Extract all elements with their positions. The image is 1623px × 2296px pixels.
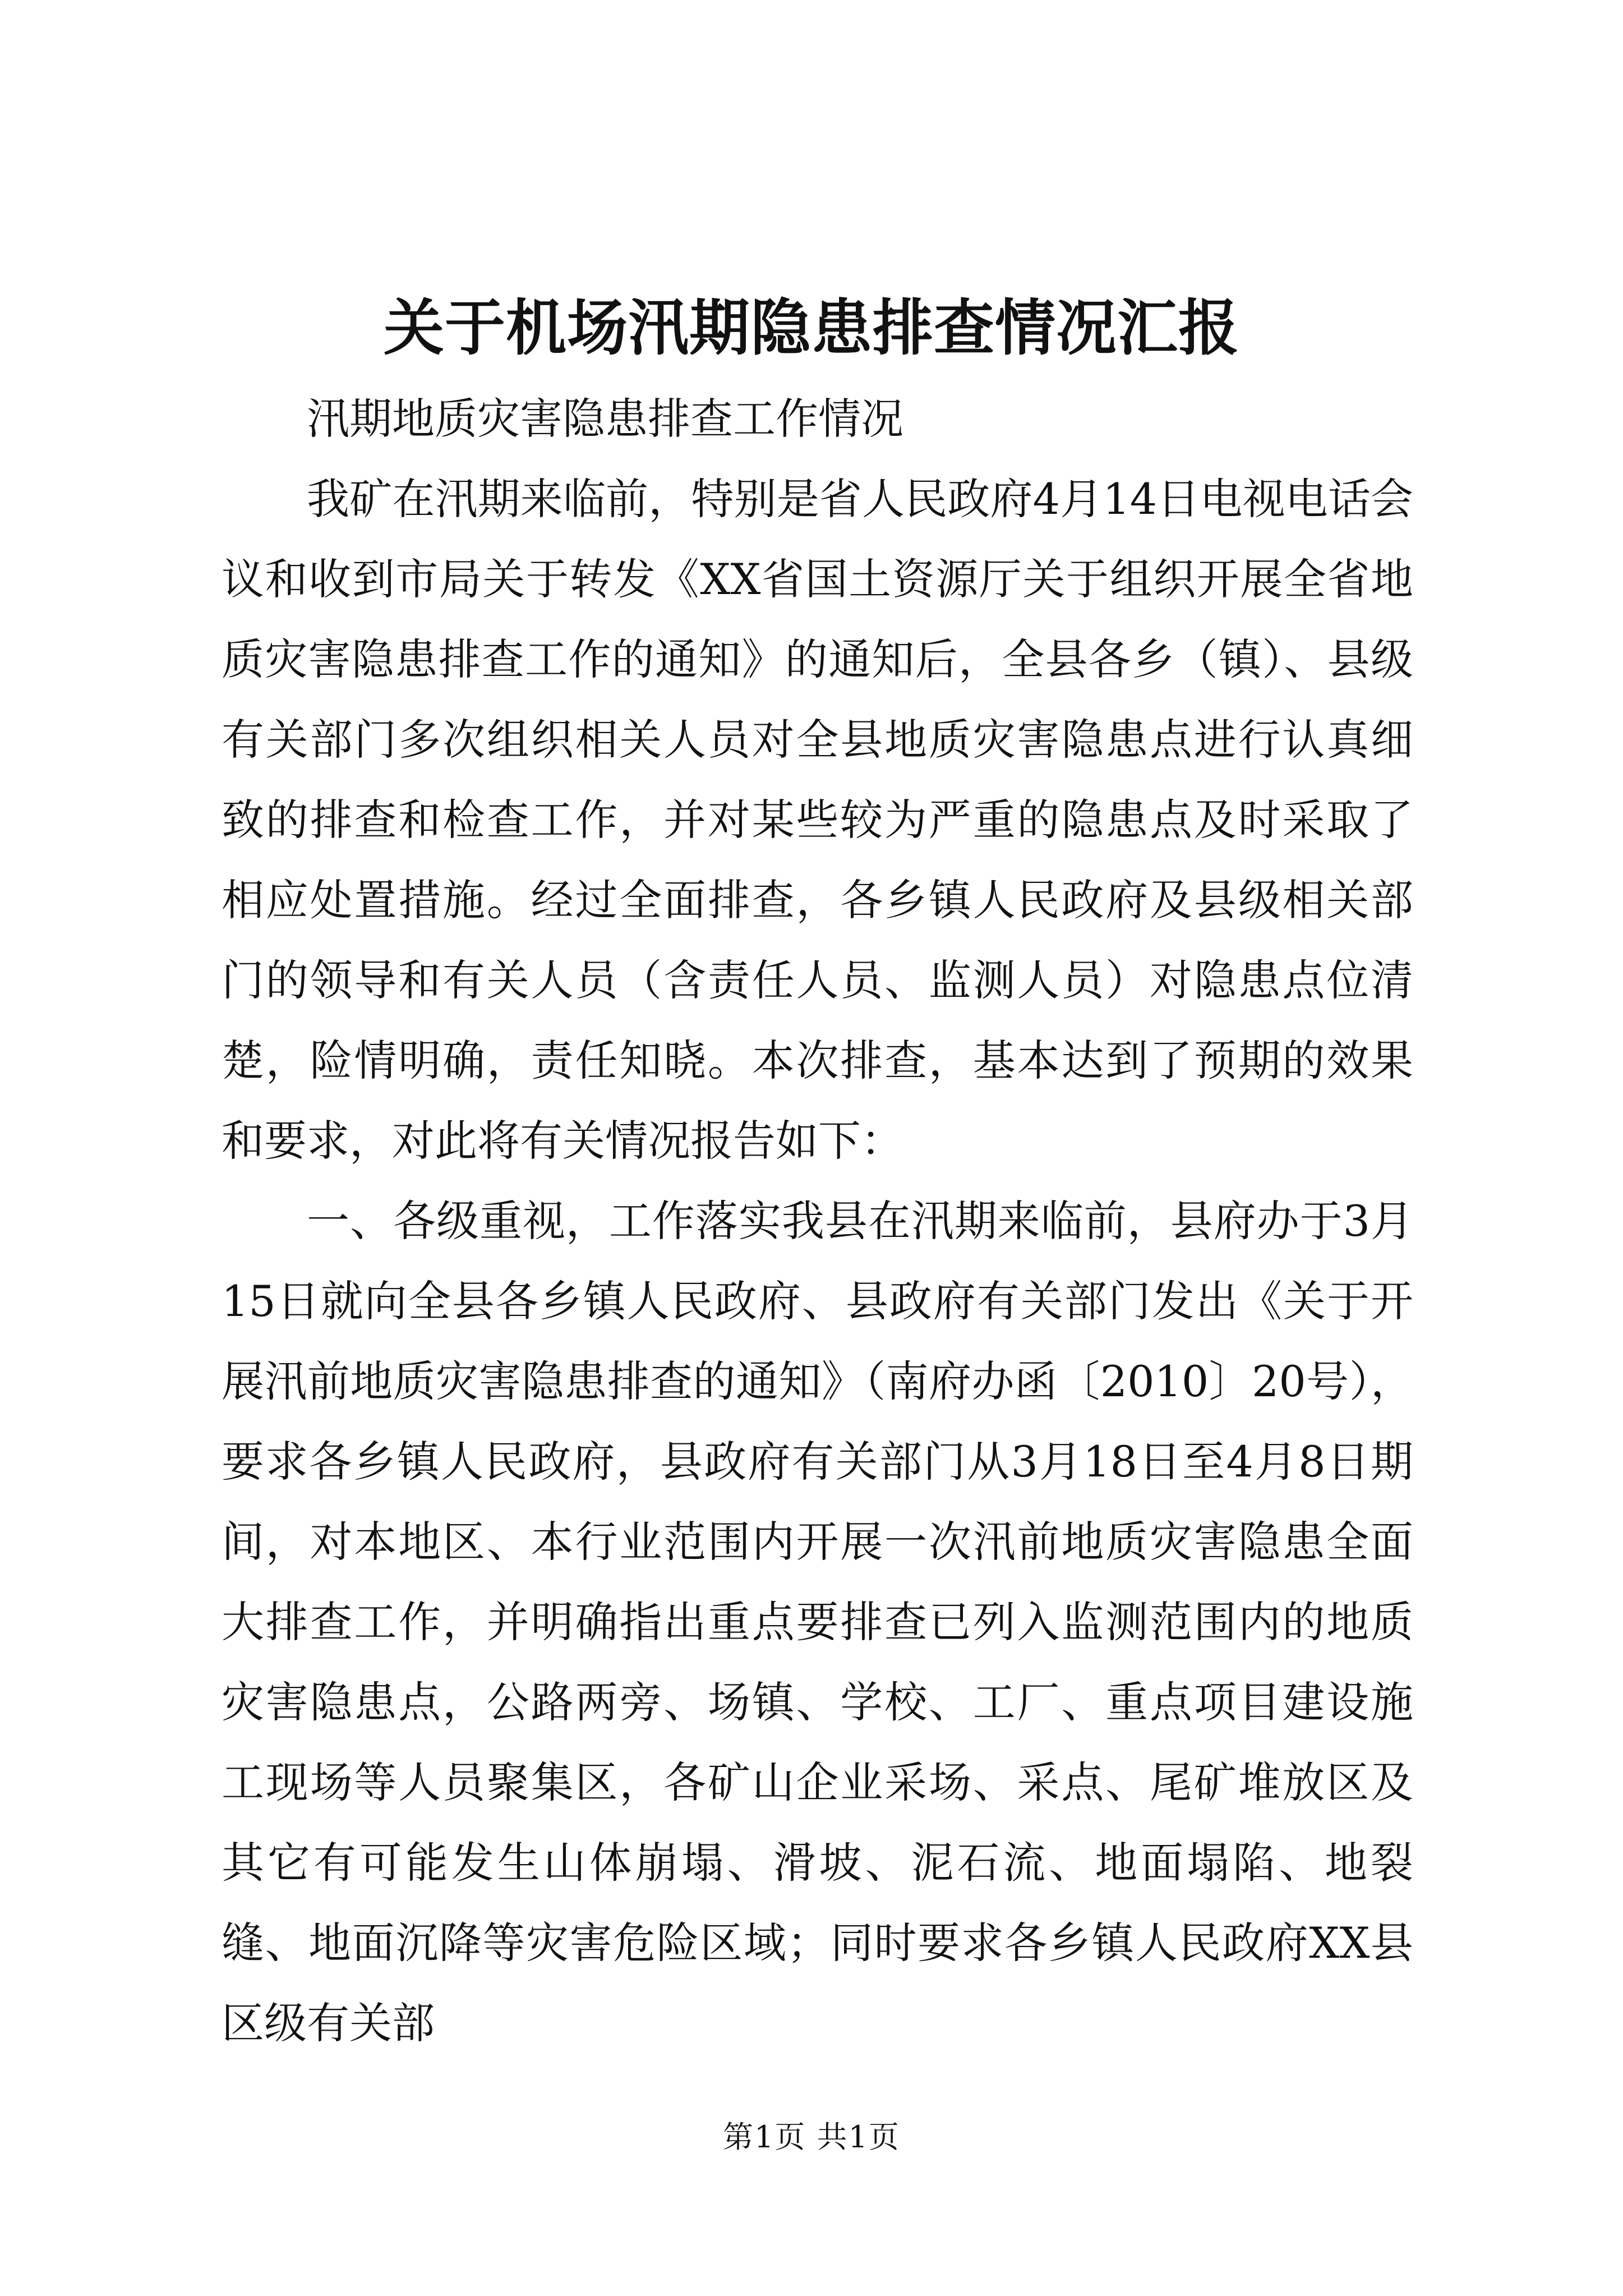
paragraph-section-one: 一、各级重视，工作落实我县在汛期来临前，县府办于3月15日就向全县各乡镇人民政府、县政府有关部门发出《关于开展汛前地质灾害隐患排查的通知》（南府办函〔2010〕20号），要求各乡镇人民政府，县政府有关部门从3月18日至4月8日期间，对本地区、本行业范围内开展一次汛前地质灾害隐患全面大排查工作，并明确指出重点要排查已列入监测范围内的地质灾害隐患点，公路两旁、场镇、学校、工厂、重点项目建设施工现场等人员聚集区，各矿山企业采场、采点、尾矿堆放区及其它有可能发生山体崩塌、滑坡、泥石流、地面塌陷、地裂缝、地面沉降等灾害危险区域；同时要求各乡镇人民政府XX县区级有关部: [222, 1196, 1413, 2048]
document-body: [222, 379, 1413, 2063]
document-title: 关于机场汛期隐患排查情况汇报: [383, 293, 1239, 364]
paragraph-subtitle: 汛期地质灾害隐患排查工作情况: [307, 394, 903, 444]
page-footer: 第1页 共1页: [723, 2119, 900, 2155]
paragraph-intro: 我矿在汛期来临前，特别是省人民政府4月14日电视电话会议和收到市局关于转发《XX省国土资源厅关于组织开展全省地质灾害隐患排查工作的通知》的通知后，全县各乡（镇）、县级有关部门多次组织相关人员对全县地质灾害隐患点进行认真细致的排查和检查工作，并对某些较为严重的隐患点及时采取了相应处置措施。经过全面排查，各乡镇人民政府及县级相关部门的领导和有关人员（含责任人员、监测人员）对隐患点位清楚，险情明确，责任知晓。本次排查，基本达到了预期的效果和要求，对此将有关情况报告如下：: [222, 474, 1413, 1166]
